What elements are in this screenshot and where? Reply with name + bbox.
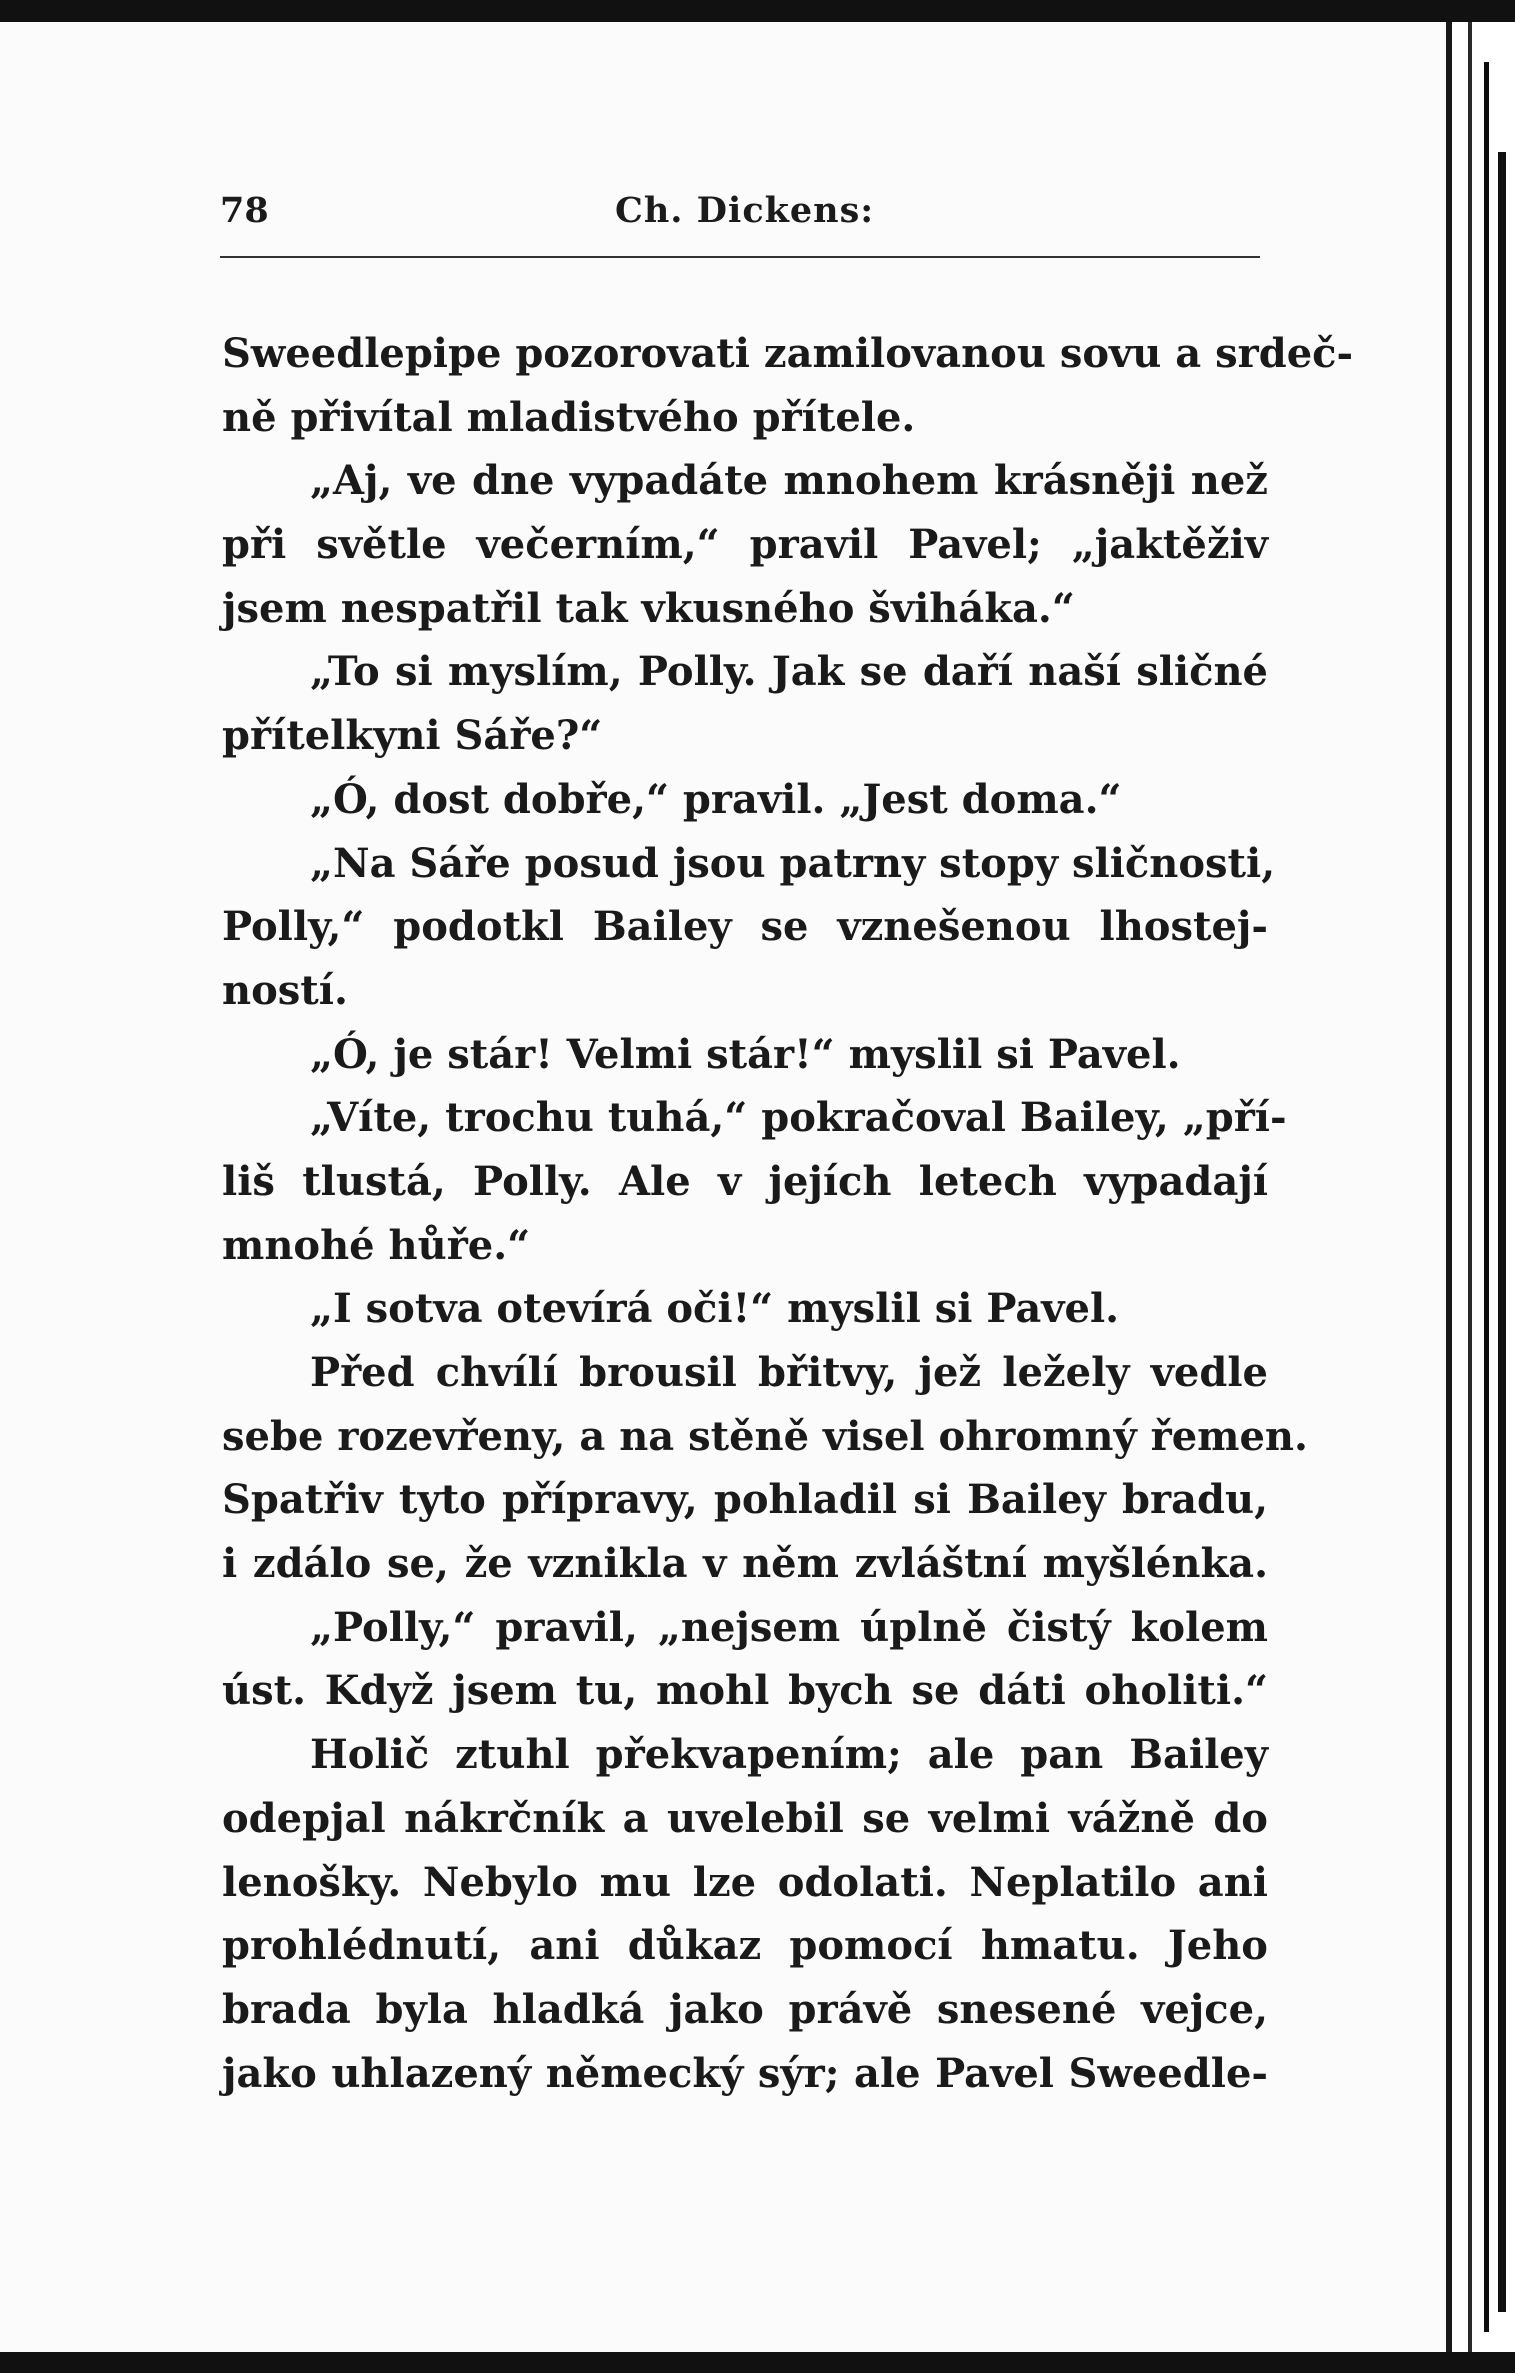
page-header (220, 190, 1260, 250)
text-line: odepjal nákrčník a uvelebil se velmi vážně do (222, 1794, 1268, 1842)
text-line: mnohé hůře.“ (222, 1221, 531, 1269)
binding-line (1446, 22, 1452, 2352)
binding-line (1484, 62, 1489, 2332)
text-line: sebe rozevřeny, a na stěně visel ohromný řemen. (222, 1412, 1308, 1460)
text-line: prohlédnutí, ani důkaz pomocí hmatu. Jeho (222, 1922, 1268, 1970)
text-line: „I sotva otevírá oči!“ myslil si Pavel. (310, 1285, 1120, 1333)
text-line: liš tlustá, Polly. Ale v jejích letech vypadají (222, 1157, 1268, 1205)
header-rule (220, 256, 1260, 258)
page-number: 78 (220, 190, 269, 231)
binding-line (1468, 22, 1472, 2352)
text-line: „Na Sáře posud jsou patrny stopy sličnosti, (310, 839, 1276, 887)
text-line: „Aj, ve dne vypadáte mnohem krásněji než (310, 457, 1268, 505)
text-line: „To si myslím, Polly. Jak se daří naší sličné (310, 648, 1268, 696)
text-line: Před chvílí brousil břitvy, jež ležely vedle (310, 1349, 1268, 1396)
running-head: Ch. Dickens: (615, 190, 875, 231)
scan-bottom-edge (0, 2352, 1515, 2373)
text-line: Spatřiv tyto přípravy, pohladil si Bailey bradu, (222, 1476, 1268, 1524)
scan-top-edge (0, 0, 1515, 22)
text-line: Sweedlepipe pozorovati zamilovanou sovu a srdeč- (222, 330, 1354, 377)
text-line: jako uhlazený německý sýr; ale Pavel Sweedle- (222, 2049, 1268, 2097)
text-line: lenošky. Nebylo mu lze odolati. Neplatilo ani (222, 1858, 1268, 1906)
text-line: „Ó, dost dobře,“ pravil. „Jest doma.“ (310, 775, 1122, 823)
text-line: jsem nespatřil tak vkusného šviháka.“ (222, 584, 1075, 632)
text-line: při světle večerním,“ pravil Pavel; „jaktěživ (222, 521, 1268, 569)
body-text (222, 322, 1354, 2105)
text-line: „Ó, je stár! Velmi stár!“ myslil si Pavel. (310, 1030, 1181, 1078)
text-line: i zdálo se, že vznikla v něm zvláštní myšlénka. (222, 1540, 1268, 1588)
text-line: úst. Když jsem tu, mohl bych se dáti oholiti.“ (222, 1667, 1268, 1715)
text-line: „Polly,“ pravil, „nejsem úplně čistý kolem (310, 1603, 1268, 1651)
text-line: Holič ztuhl překvapením; ale pan Bailey (310, 1731, 1268, 1779)
page-binding-edge (1440, 22, 1515, 2352)
text-line: přítelkyni Sáře?“ (222, 712, 603, 760)
text-line: ně přivítal mladistvého přítele. (222, 393, 916, 441)
binding-line (1498, 152, 1506, 2312)
text-line: „Víte, trochu tuhá,“ pokračoval Bailey, „pří- (310, 1094, 1287, 1142)
text-line: ností. (222, 966, 348, 1014)
text-line: Polly,“ podotkl Bailey se vznešenou lhostej- (222, 903, 1268, 951)
text-line: brada byla hladká jako právě snesené vejce, (222, 1985, 1268, 2033)
